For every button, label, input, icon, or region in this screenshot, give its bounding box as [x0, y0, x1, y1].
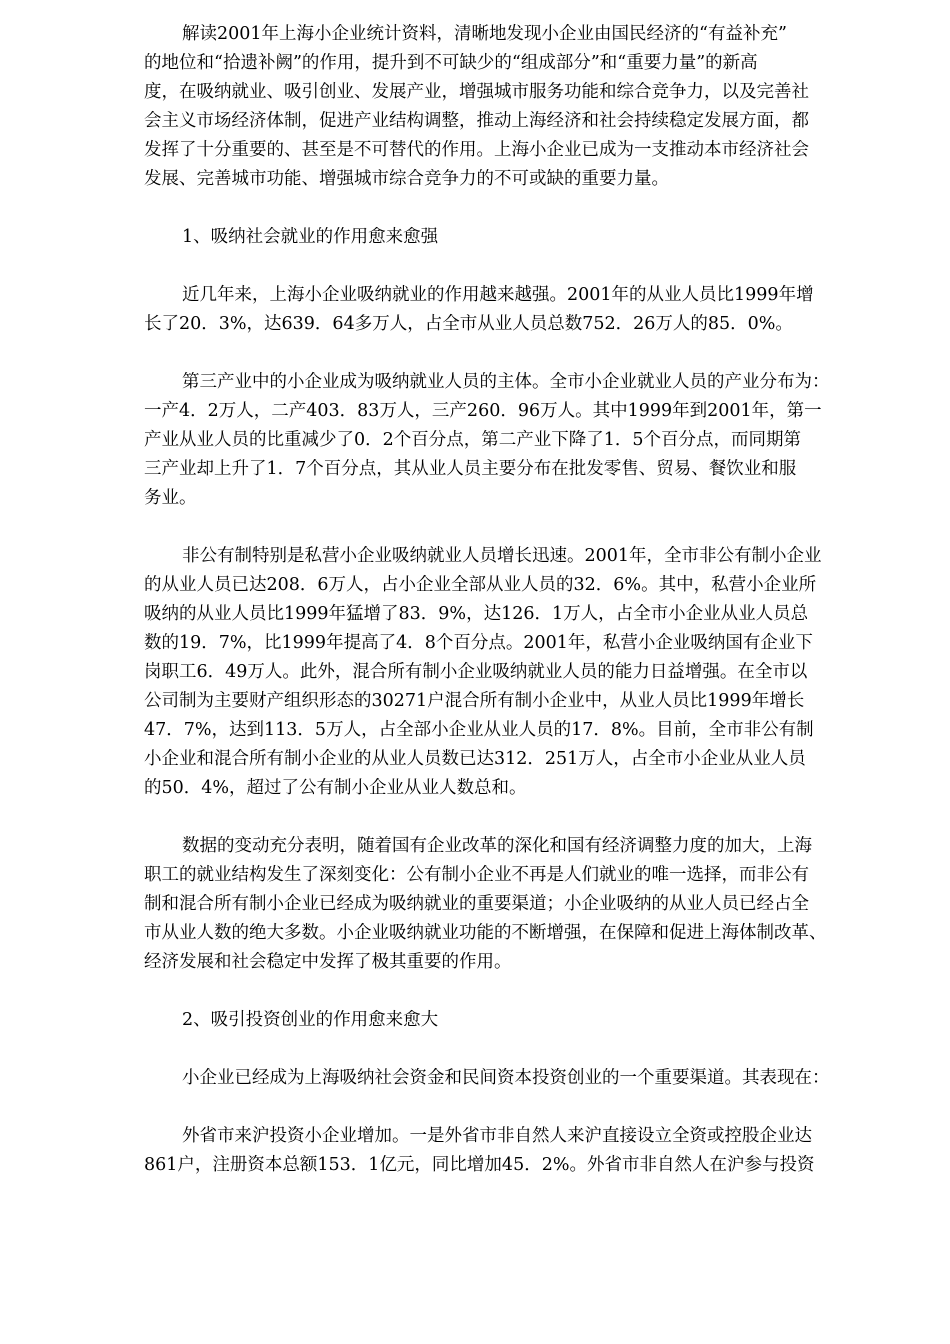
paragraph — [144, 832, 884, 977]
paragraph-line: 发展、完善城市功能、增强城市综合竞争力的不可或缺的重要力量。 — [144, 169, 669, 189]
paragraph-line: 发挥了十分重要的、甚至是不可替代的作用。上海小企业已成为一支推动本市经济社会 — [144, 140, 809, 160]
paragraph-line: 非公有制特别是私营小企业吸纳就业人员增长迅速。2001年，全市非公有制小企业 — [182, 546, 822, 566]
paragraph-line: 经济发展和社会稳定中发挥了极其重要的作用。 — [144, 952, 512, 972]
paragraph-gap — [144, 1035, 884, 1064]
paragraph-line: 数据的变动充分表明，随着国有企业改革的深化和国有经济调整力度的加大，上海 — [182, 836, 812, 856]
paragraph-line: 产业从业人员的比重减少了0．2个百分点，第二产业下降了1．5个百分点，而同期第 — [144, 430, 802, 450]
paragraph-line: 的地位和“拾遗补阙”的作用，提升到不可缺少的“组成部分”和“重要力量”的新高 — [144, 53, 758, 73]
paragraph-line: 三产业却上升了1．7个百分点，其从业人员主要分布在批发零售、贸易、餐饮业和服 — [144, 459, 797, 479]
paragraph-line: 岗职工6．49万人。此外，混合所有制小企业吸纳就业人员的能力日益增强。在全市以 — [144, 662, 808, 682]
paragraph-line: 861户，注册资本总额153．1亿元，同比增加45．2%。外省市非自然人在沪参与投资 — [144, 1155, 815, 1175]
paragraph-line: 会主义市场经济体制，促进产业结构调整，推动上海经济和社会持续稳定发展方面，都 — [144, 111, 809, 131]
section-heading — [144, 223, 884, 252]
paragraph-line: 务业。 — [144, 488, 197, 508]
heading-text: 2、吸引投资创业的作用愈来愈大 — [182, 1010, 439, 1030]
paragraph-line: 吸纳的从业人员比1999年猛增了83．9%，达126．1万人，占全市小企业从业人员总 — [144, 604, 809, 624]
paragraph — [144, 368, 884, 513]
paragraph-line: 的50．4%，超过了公有制小企业从业人数总和。 — [144, 778, 527, 798]
paragraph-line: 解读2001年上海小企业统计资料，清晰地发现小企业由国民经济的“有益补充” — [182, 24, 787, 44]
paragraph-line: 近几年来，上海小企业吸纳就业的作用越来越强。2001年的从业人员比1999年增 — [182, 285, 814, 305]
document-page — [144, 20, 884, 1180]
section-heading — [144, 1006, 884, 1035]
paragraph-gap — [144, 513, 884, 542]
paragraph-gap — [144, 252, 884, 281]
paragraph — [144, 20, 884, 194]
paragraph-gap — [144, 977, 884, 1006]
paragraph-line: 职工的就业结构发生了深刻变化：公有制小企业不再是人们就业的唯一选择，而非公有 — [144, 865, 809, 885]
paragraph-line: 长了20．3%，达639．64多万人，占全市从业人员总数752．26万人的85．0%。 — [144, 314, 793, 334]
paragraph-gap — [144, 1093, 884, 1122]
paragraph-line: 的从业人员已达208．6万人，占小企业全部从业人员的32．6%。其中，私营小企业所 — [144, 575, 817, 595]
paragraph-line: 47．7%，达到113．5万人，占全部小企业从业人员的17．8%。目前，全市非公有制 — [144, 720, 814, 740]
paragraph — [144, 542, 884, 803]
paragraph — [144, 281, 884, 339]
paragraph-line: 数的19．7%，比1999年提高了4．8个百分点。2001年，私营小企业吸纳国有企业下 — [144, 633, 813, 653]
paragraph-gap — [144, 339, 884, 368]
paragraph-line: 度，在吸纳就业、吸引创业、发展产业，增强城市服务功能和综合竞争力，以及完善社 — [144, 82, 809, 102]
heading-text: 1、吸纳社会就业的作用愈来愈强 — [182, 227, 439, 247]
paragraph-line: 小企业和混合所有制小企业的从业人员数已达312．251万人，占全市小企业从业人员 — [144, 749, 806, 769]
paragraph-line: 制和混合所有制小企业已经成为吸纳就业的重要渠道；小企业吸纳的从业人员已经占全 — [144, 894, 809, 914]
paragraph-gap — [144, 194, 884, 223]
paragraph-line: 第三产业中的小企业成为吸纳就业人员的主体。全市小企业就业人员的产业分布为： — [182, 372, 830, 392]
paragraph-gap — [144, 803, 884, 832]
paragraph-line: 公司制为主要财产组织形态的30271户混合所有制小企业中，从业人员比1999年增长 — [144, 691, 805, 711]
paragraph-line: 一产4．2万人，二产403．83万人，三产260．96万人。其中1999年到2001年，第一 — [144, 401, 822, 421]
paragraph-line: 市从业人数的绝大多数。小企业吸纳就业功能的不断增强，在保障和促进上海体制改革、 — [144, 923, 827, 943]
paragraph-line: 外省市来沪投资小企业增加。一是外省市非自然人来沪直接设立全资或控股企业达 — [182, 1126, 812, 1146]
paragraph-line: 小企业已经成为上海吸纳社会资金和民间资本投资创业的一个重要渠道。其表现在： — [182, 1068, 830, 1088]
paragraph — [144, 1064, 884, 1093]
paragraph — [144, 1122, 884, 1180]
